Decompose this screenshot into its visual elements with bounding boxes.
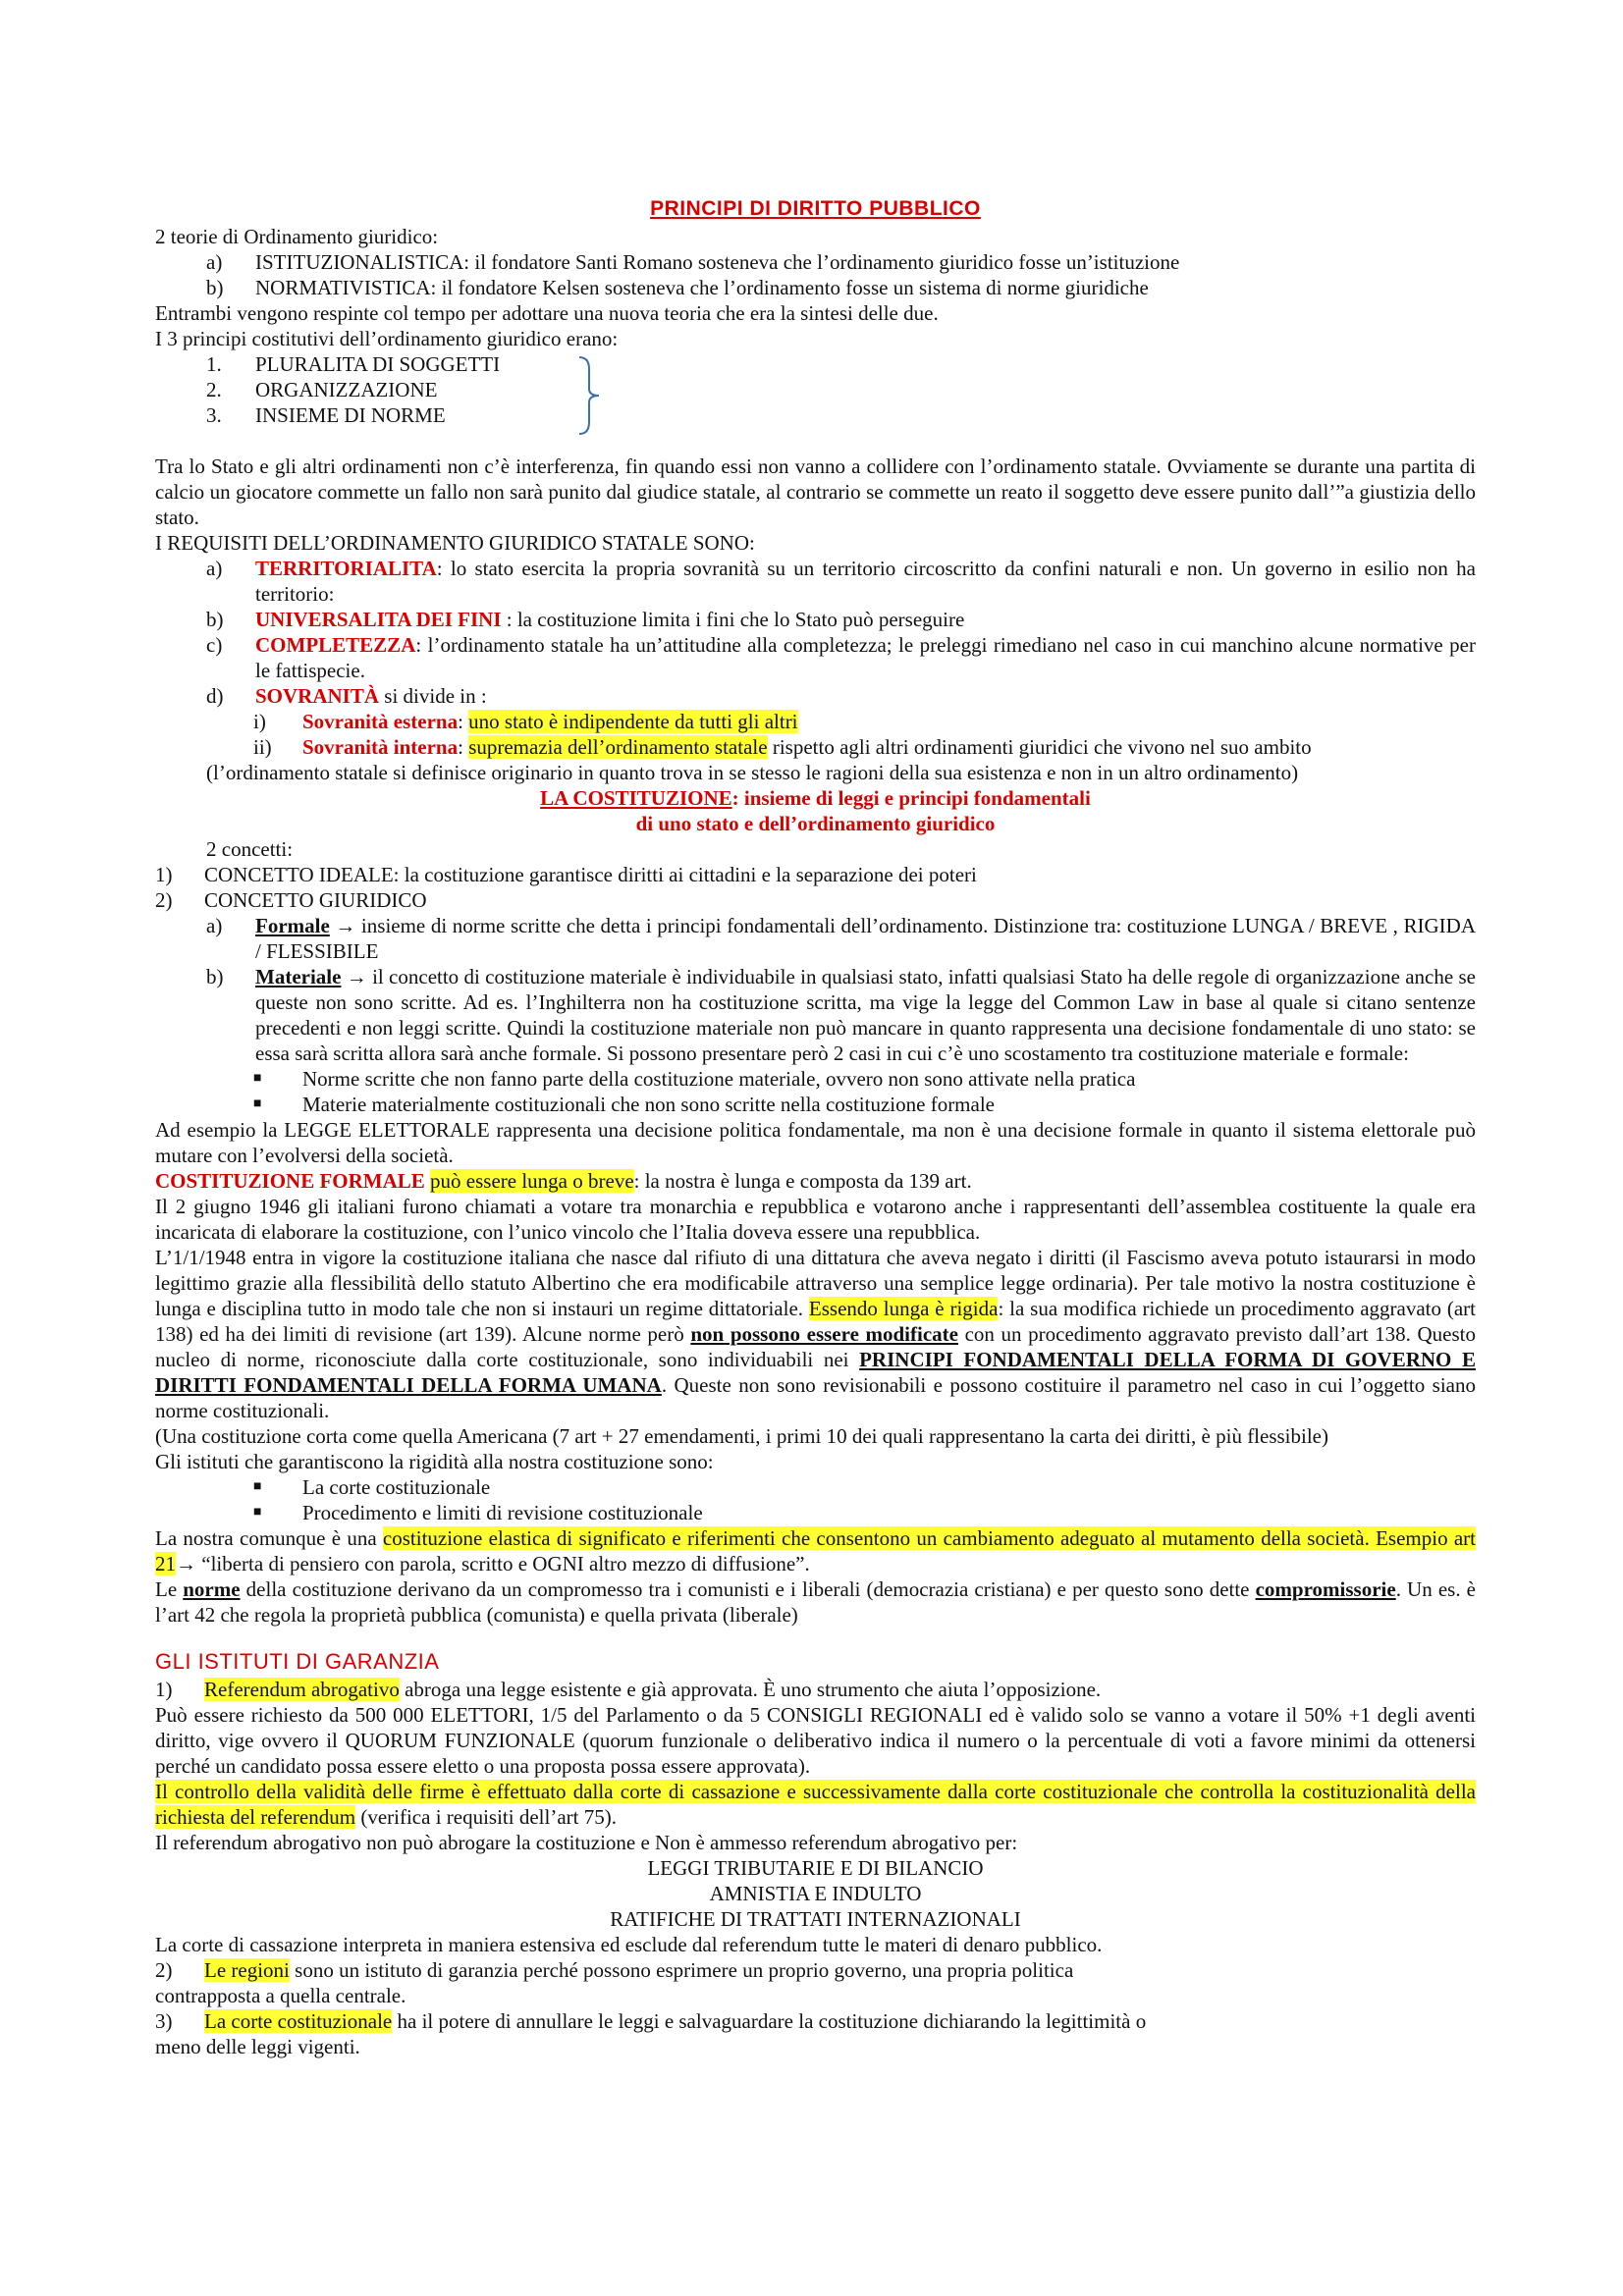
paragraph: Tra lo Stato e gli altri ordinamenti non c’è interferenza, fin quando essi non vanno a collidere con l’ordinamento statale. Ovviamente se durante una partita di calcio un giocatore commette un fallo non sarà punito dal giudice statale, al contrario se commette un reato il soggetto deve essere punito dall’”a giustizia dello stato. <box>155 454 1476 529</box>
list-item <box>155 275 1476 300</box>
paragraph: Entrambi vengono respinte col tempo per adottare una nuova teoria che era la sintesi delle due. <box>155 301 939 325</box>
bullet-text: Materie materialmente costituzionali che non sono scritte nella costituzione formale <box>302 1093 995 1116</box>
paragraph: Ad esempio la LEGGE ELETTORALE rappresenta una decisione politica fondamentale, ma non è una decisione formale in quanto il sistema elettorale può mutare con l’evolversi della società. <box>155 1118 1476 1167</box>
list-text <box>255 556 1476 607</box>
separator: : <box>458 710 469 733</box>
principles-list <box>155 351 1476 428</box>
list-text <box>204 1677 1476 1702</box>
list-text <box>255 964 1476 1066</box>
centered-line: AMNISTIA E INDULTO <box>709 1882 922 1905</box>
list-marker: 2) <box>155 1958 173 1982</box>
centered-line: LEGGI TRIBUTARIE E DI BILANCIO <box>647 1856 984 1880</box>
right-brace-icon <box>575 355 615 436</box>
paragraph <box>155 1525 1476 1576</box>
highlighted-text: La corte costituzionale <box>204 2009 393 2033</box>
list-text: PLURALITA DI SOGGETTI <box>255 352 501 376</box>
intro-line: 2 teorie di Ordinamento giuridico: <box>155 225 439 248</box>
list-text <box>204 1957 1476 1983</box>
list-text: CONCETTO IDEALE: la costituzione garantisce diritti ai cittadini e la separazione dei poteri <box>204 863 977 886</box>
term-label: TERRITORIALITA <box>255 557 437 580</box>
list-item <box>155 351 1476 377</box>
term-label: COMPLETEZZA <box>255 633 416 657</box>
list-item <box>155 683 1476 709</box>
term-text: ha il potere di annullare le leggi e salvaguardare la costituzione dichiarando la legittimità o <box>392 2009 1147 2033</box>
highlighted-text: Referendum abrogativo <box>204 1678 400 1701</box>
list-item <box>155 556 1476 607</box>
list-item <box>155 964 1476 1066</box>
list-text: ORGANIZZAZIONE <box>255 378 438 401</box>
paragraph: Il 2 giugno 1946 gli italiani furono chiamati a votare tra monarchia e repubblica e votarono anche i rappresentanti dell’assemblea costituente la quale era incaricata di elaborare la costituzione, con l’unico vincolo che l’Italia doveva essere una repubblica. <box>155 1195 1476 1244</box>
highlighted-text: costituzione elastica di significato e riferimenti <box>382 1526 776 1550</box>
list-marker: a) <box>206 250 223 274</box>
paragraph: meno delle leggi vigenti. <box>155 2035 360 2058</box>
list-marker: d) <box>206 684 224 708</box>
list-marker: 1) <box>155 1678 173 1701</box>
list-marker: a) <box>206 557 223 580</box>
highlighted-text: che consentono un cambiamento adeguato al mutamento della società. Esempio art 21 <box>155 1526 1476 1575</box>
highlighted-text: uno stato è indipendente da tutti gli altri <box>468 710 798 733</box>
list-text: NORMATIVISTICA: il fondatore Kelsen sosteneva che l’ordinamento fosse un sistema di norme giuridiche <box>255 276 1149 299</box>
list-marker: a) <box>206 914 223 937</box>
subheading-label: LA COSTITUZIONE <box>540 786 732 810</box>
document-title: PRINCIPI DI DIRITTO PUBBLICO <box>650 197 981 220</box>
list-text <box>255 683 1476 709</box>
bullet-icon: ■ <box>253 1479 262 1494</box>
text-run: : la sua modifica richiede un procedimento aggravato (art 138) ed ha dei limiti di revisione (art 139). Alcune norme però <box>155 1297 1477 1346</box>
term-text: abroga una legge esistente e già approvata. È uno strumento che aiuta l’opposizione. <box>399 1678 1102 1701</box>
bullet-icon: ■ <box>253 1071 262 1086</box>
list-marker: i) <box>253 710 266 733</box>
term-label: Formale <box>255 914 330 937</box>
bullet-text: La corte costituzionale <box>302 1475 491 1499</box>
term-text: : la costituzione limita i fini che lo Stato può perseguire <box>501 608 965 631</box>
bullet-item <box>155 1066 1476 1092</box>
list-marker: 2. <box>206 378 222 401</box>
list-marker: ii) <box>253 735 272 759</box>
list-marker: b) <box>206 608 224 631</box>
term-label: Materiale <box>255 965 342 988</box>
list-item <box>155 632 1476 683</box>
list-marker: 2) <box>155 888 173 912</box>
paragraph: 2 concetti: <box>206 837 294 861</box>
term-text: : la nostra è lunga e composta da 139 art. <box>633 1169 972 1193</box>
section-subheading <box>155 785 1476 811</box>
text-run: . Un es. è l’art 42 che regola la proprietà pubblica (comunista) e quella privata (liberale) <box>155 1577 1476 1627</box>
list-marker: c) <box>206 633 223 657</box>
bullet-text: Procedimento e limiti di revisione costituzionale <box>302 1501 703 1524</box>
list-marker: b) <box>206 276 224 299</box>
paragraph: Gli istituti che garantiscono la rigidità alla nostra costituzione sono: <box>155 1450 714 1473</box>
paragraph <box>155 1576 1476 1628</box>
list-text: INSIEME DI NORME <box>255 403 446 427</box>
paragraph: Il referendum abrogativo non può abrogare la costituzione e Non è ammesso referendum abrogativo per: <box>155 1831 1018 1854</box>
term-text: si divide in : <box>379 684 487 708</box>
highlighted-text: Essendo lunga è rigida <box>808 1297 999 1320</box>
term-label: SOVRANITÀ <box>255 684 380 708</box>
term-text: rispetto agli altri ordinamenti giuridici che vivono nel suo ambito <box>767 735 1312 759</box>
list-item <box>155 1677 1476 1702</box>
term-text: : l’ordinamento statale ha un’attitudine alla completezza; le preleggi rimediano nel caso in cui manchino alcune normative per le fattispecie. <box>255 633 1476 682</box>
paragraph <box>155 1779 1476 1830</box>
text-run: (verifica i requisiti dell’art 75). <box>355 1805 617 1829</box>
list-text <box>255 607 1476 632</box>
text-run: Le <box>155 1577 184 1601</box>
bullet-item <box>155 1474 1476 1500</box>
list-item <box>155 402 1476 428</box>
text-run: La nostra comunque è una <box>155 1526 383 1550</box>
term-text: → il concetto di costituzione materiale è individuabile in qualsiasi stato, infatti qualsiasi Stato ha delle regole di organizzazione anche se queste non sono scritte. Ad es. l’Inghilterra non ha costituzione scritta, ma vige la legge del Common Law in base al quale si citano sentenze precedenti e non leggi scritte. Quindi la costituzione materiale non può mancare in quanto rappresenta una decisione fondamentale di uno stato: se essa sarà scritta allora sarà anche formale. Si possono presentare però 2 casi in cui c’è uno scostamento tra costituzione materiale e formale: <box>255 965 1476 1065</box>
subheading-text: : insieme di leggi e principi fondamentali <box>731 786 1091 810</box>
bullet-item <box>155 1500 1476 1525</box>
term-text: → insieme di norme scritte che detta i principi fondamentali dell’ordinamento. Distinzione tra: costituzione LUNGA / BREVE , RIGIDA / FLESSIBILE <box>255 914 1476 963</box>
list-text <box>302 709 1476 734</box>
term-label: Sovranità interna <box>302 735 459 759</box>
emphasized-text: compromissorie <box>1255 1577 1396 1601</box>
paragraph: (Una costituzione corta come quella Americana (7 art + 27 emendamenti, i primi 10 dei quali rappresentano la carta dei diritti, è più flessibile) <box>155 1424 1329 1448</box>
note: (l’ordinamento statale si definisce originario in quanto trova in se stesso le ragioni della sua esistenza e non in un altro ordinamento) <box>206 761 1299 784</box>
section-subheading-line2: di uno stato e dell’ordinamento giuridico <box>635 812 996 835</box>
list-item <box>155 377 1476 402</box>
list-marker: 3. <box>206 403 222 427</box>
centered-line: RATIFICHE DI TRATTATI INTERNAZIONALI <box>610 1907 1021 1931</box>
list-text <box>302 734 1476 760</box>
text-run: → “liberta di pensiero con parola, scritto e OGNI altro mezzo di diffusione”. <box>176 1552 810 1575</box>
list-item <box>155 862 1476 887</box>
highlighted-text: supremazia dell’ordinamento statale <box>468 735 768 759</box>
separator: : <box>458 735 469 759</box>
emphasized-text: norme <box>183 1577 241 1601</box>
list-text <box>255 632 1476 683</box>
term-label: COSTITUZIONE FORMALE <box>155 1169 425 1193</box>
text-run: L’1/1/1948 entra in vigore la costituzione italiana che nasce dal rifiuto di una dittatura che aveva negato i diritti (il Fascismo aveva potuto istaurarsi in modo legittimo grazie alla flessibilità dello statuto Albertino che era modificabile attraverso una semplice legge ordinaria). Per tale motivo la nostra costituzione è lunga e disciplina tutto in modo tale che non si instauri un regime dittatoriale. <box>155 1246 1476 1320</box>
bullet-icon: ■ <box>253 1505 262 1520</box>
list-item <box>155 249 1476 275</box>
list-item <box>155 607 1476 632</box>
list-item <box>155 913 1476 964</box>
paragraph: Può essere richiesto da 500 000 ELETTORI, 1/5 del Parlamento o da 5 CONSIGLI REGIONALI ed è valido solo se vanno a votare il 50% +1 degli aventi diritto, vige ovvero il QUORUM FUNZIONALE (quorum funzionale o deliberativo indica il numero o la percentuale di voti a favore minimi da ottenersi perché un candidato possa essere eletto o una proposta possa essere approvata). <box>155 1703 1476 1778</box>
list-marker: 3) <box>155 2009 173 2033</box>
requisiti-heading: I REQUISITI DELL’ORDINAMENTO GIURIDICO STATALE SONO: <box>155 531 755 555</box>
highlighted-text: Le regioni <box>204 1958 290 1982</box>
paragraph: contrapposta a quella centrale. <box>155 1984 406 2007</box>
list-text <box>204 2008 1476 2034</box>
paragraph <box>155 1168 1476 1194</box>
list-text: ISTITUZIONALISTICA: il fondatore Santi Romano sosteneva che l’ordinamento giuridico fosse un’istituzione <box>255 250 1180 274</box>
list-marker: 1) <box>155 863 173 886</box>
term-label: UNIVERSALITA DEI FINI <box>255 608 502 631</box>
list-item <box>155 2008 1476 2034</box>
emphasized-text: non possono essere modificate <box>690 1322 958 1346</box>
section-heading: GLI ISTITUTI DI GARANZIA <box>155 1649 440 1674</box>
sub-list-item <box>155 709 1476 734</box>
list-text: CONCETTO GIURIDICO <box>204 888 427 912</box>
bullet-item <box>155 1092 1476 1117</box>
text-run: . Queste non sono revisionabili e possono costituire il parametro nel caso in cui l’oggetto siano norme costituzionali. <box>155 1373 1476 1422</box>
term-text: : lo stato esercita la propria sovranità su un territorio circoscritto da confini naturali e non. Un governo in esilio non ha territorio: <box>255 557 1476 606</box>
highlighted-text: può essere lunga o breve <box>430 1169 634 1193</box>
highlighted-text: Il controllo della validità delle firme è effettuato dalla corte di cassazione e successivamente dalla corte costituzionale che controlla la costituzionalità della richiesta del referendum <box>155 1780 1476 1829</box>
bullet-icon: ■ <box>253 1096 262 1111</box>
list-item <box>155 1957 1476 1983</box>
term-label: Sovranità esterna <box>302 710 459 733</box>
list-marker: b) <box>206 965 224 988</box>
term-text: sono un istituto di garanzia perché possono esprimere un proprio governo, una propria politica <box>289 1958 1074 1982</box>
list-marker: 1. <box>206 352 222 376</box>
list-text <box>255 913 1476 964</box>
document-page <box>155 196 1476 2059</box>
text-run: della costituzione derivano da un compromesso tra i comunisti e i liberali (democrazia cristiana) e per questo sono dette <box>240 1577 1256 1601</box>
emphasized-text: PRINCIPI FONDAMENTALI DELLA FORMA DI GOVERNO E DIRITTI FONDAMENTALI DELLA FORMA UMANA <box>155 1348 1476 1397</box>
paragraph: I 3 principi costitutivi dell’ordinamento giuridico erano: <box>155 327 619 350</box>
text-run: con un procedimento aggravato previsto dall’art 138. Questo nucleo di norme, riconosciute dalla corte costituzionale, sono individuabili nei <box>155 1322 1477 1371</box>
paragraph: La corte di cassazione interpreta in maniera estensiva ed esclude dal referendum tutte le materi di denaro pubblico. <box>155 1933 1103 1956</box>
list-item <box>155 887 1476 913</box>
sub-list-item <box>155 734 1476 760</box>
paragraph <box>155 1245 1476 1423</box>
bullet-text: Norme scritte che non fanno parte della costituzione materiale, ovvero non sono attivate nella pratica <box>302 1067 1136 1091</box>
